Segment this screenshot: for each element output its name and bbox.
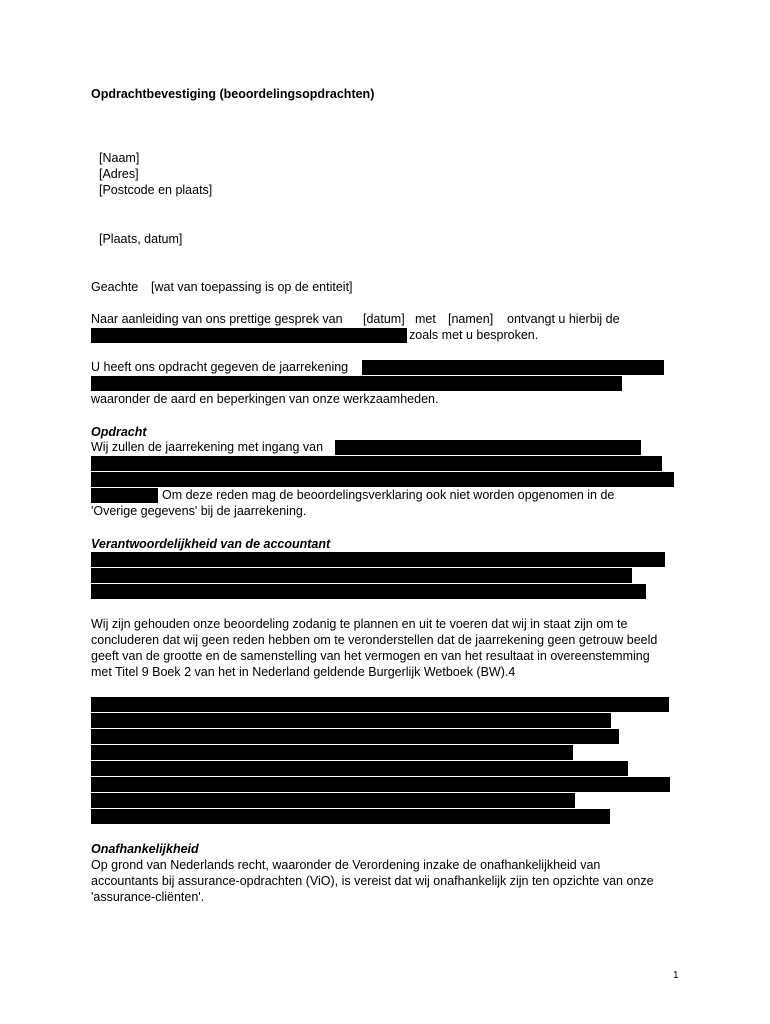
redaction-bar [362, 360, 664, 375]
onafhankelijkheid-line: accountants bij assurance-opdrachten (ViO), is vereist dat wij onafhankelijk zijn ten opzichte van onze [91, 874, 654, 888]
redaction-bar [91, 328, 407, 343]
redaction-bar [91, 472, 674, 487]
onafhankelijkheid-heading: Onafhankelijkheid [91, 842, 199, 856]
salutation-prefix: Geachte [91, 280, 139, 294]
redaction-bar [91, 697, 669, 712]
intro-namen: [namen] [448, 312, 494, 326]
beoordeling-line: geeft van de grootte en de samenstelling van het vermogen en van het resultaat in overeenstemming [91, 649, 650, 663]
redaction-bar [91, 584, 646, 599]
intro-text-2: ontvangt u hierbij de [507, 312, 620, 326]
opdracht-line4-tail: Om deze reden mag de beoordelingsverklaring ook niet worden opgenomen in de [162, 488, 615, 502]
beoordeling-line: Wij zijn gehouden onze beoordeling zodanig te plannen en uit te voeren dat wij in staat zijn om te [91, 617, 628, 631]
redaction-bar [91, 809, 610, 824]
intro-text-1: Naar aanleiding van ons prettige gesprek van [91, 312, 343, 326]
redaction-bar [91, 713, 611, 728]
redaction-bar [91, 552, 665, 567]
onafhankelijkheid-line: 'assurance-cliënten'. [91, 890, 205, 904]
address-name: [Naam] [99, 151, 140, 165]
redaction-bar [91, 761, 628, 776]
beoordeling-line: concluderen dat wij geen reden hebben om te veronderstellen dat de jaarrekening geen getrouw beeld [91, 633, 658, 647]
redaction-bar [91, 456, 662, 471]
opdracht-line5: 'Overige gegevens' bij de jaarrekening. [91, 504, 307, 518]
intro-datum: [datum] [363, 312, 405, 326]
redaction-bar [91, 729, 619, 744]
onafhankelijkheid-line: Op grond van Nederlands recht, waaronder de Verordening inzake de onafhankelijkheid van [91, 858, 601, 872]
redaction-bar [91, 568, 632, 583]
place-date: [Plaats, datum] [99, 232, 183, 246]
redaction-bar [91, 376, 622, 391]
redaction-bar [335, 440, 641, 455]
assignment-line1: U heeft ons opdracht gegeven de jaarrekening [91, 360, 349, 374]
assignment-line3: waaronder de aard en beperkingen van onze werkzaamheden. [91, 392, 439, 406]
redaction-bar [91, 777, 670, 792]
intro-line2-tail: zoals met u besproken. [409, 328, 539, 342]
redaction-bar [91, 793, 575, 808]
opdracht-line1: Wij zullen de jaarrekening met ingang van [91, 440, 324, 454]
redaction-bar [91, 745, 573, 760]
document-title: Opdrachtbevestiging (beoordelingsopdrachten) [91, 87, 375, 101]
address-street: [Adres] [99, 167, 139, 181]
redaction-bar [91, 488, 158, 503]
address-city: [Postcode en plaats] [99, 183, 213, 197]
verantwoordelijkheid-heading: Verantwoordelijkheid van de accountant [91, 537, 331, 551]
page-number: 1 [673, 970, 679, 981]
opdracht-heading: Opdracht [91, 425, 147, 439]
salutation-placeholder: [wat van toepassing is op de entiteit] [151, 280, 353, 294]
beoordeling-line: met Titel 9 Boek 2 van het in Nederland geldende Burgerlijk Wetboek (BW).4 [91, 665, 516, 679]
intro-met: met [415, 312, 436, 326]
